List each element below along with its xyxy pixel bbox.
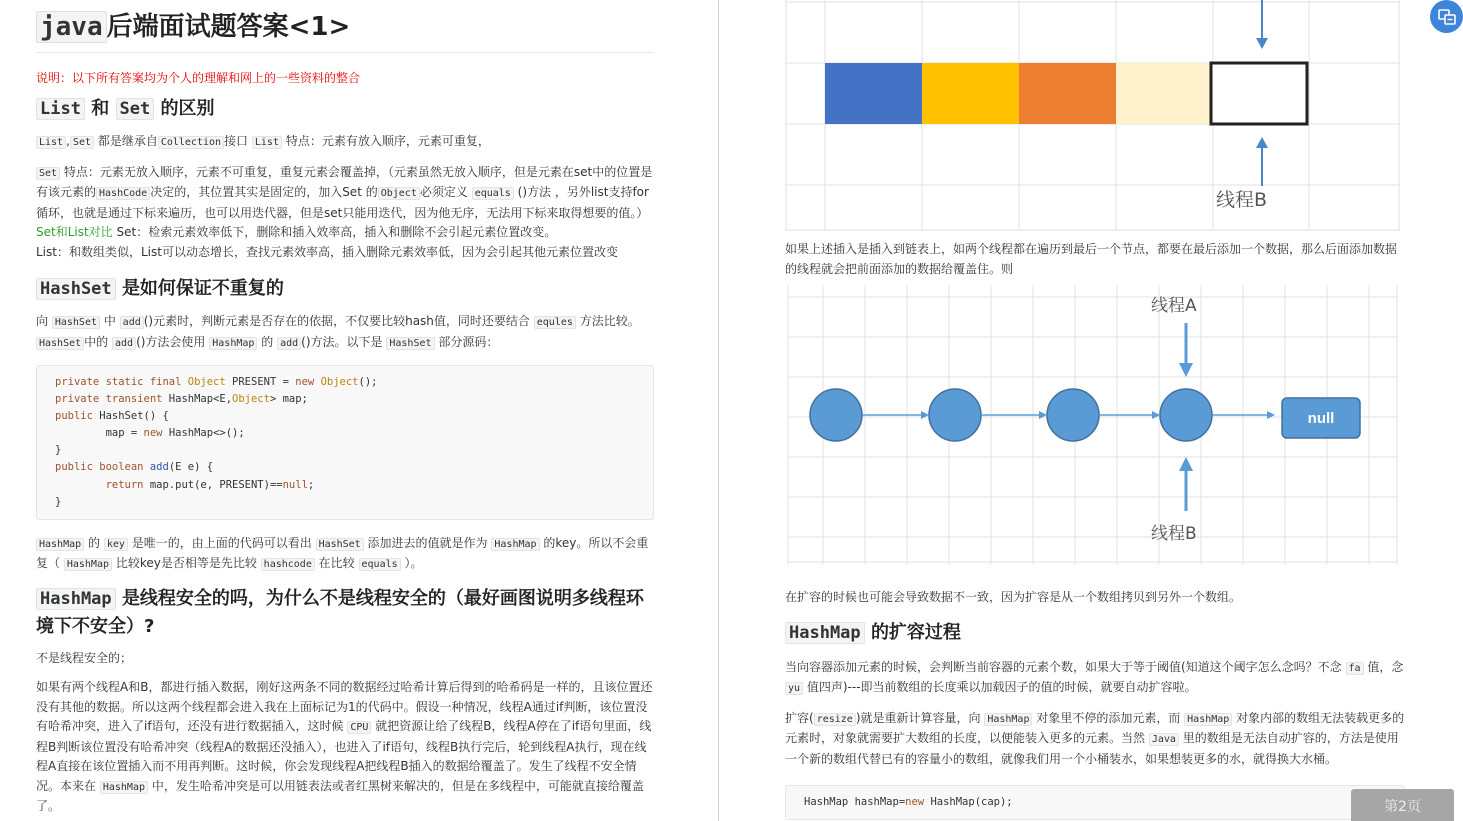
list-node-4 [1160,389,1212,441]
page-title [36,8,654,53]
array-cell-3 [1116,63,1213,124]
array-cell-0 [825,63,922,124]
paragraph: List , Set 都是继承自 Collection 接口 List 特点：元素有放入顺序，元素可重复， [36,132,654,153]
paragraph: Set 特点：元素无放入顺序，元素不可重复，重复元素会覆盖掉，（元素虽然无放入顺序，但是元素在set中的位置是有该元素的 HashCode 决定的，其位置其实是固定的，加入Set 的 Object 必须定义 equals ()方法 ，另外list支持for循环，也就是通过下标来遍历，也可以用迭代器，但是set只能用迭代，因为他无序，无法用下标来取得想要的值。） Set和List对比 Set：检索元素效率低下，删除和插入效率高，插入和删除不会引起元素位置改变。 [36,164,653,239]
array-diagram-svg [785,0,1405,232]
translate-button[interactable] [1430,0,1463,33]
hashset-code-block: private static final Object PRESENT = new Object(); private transient HashMap<E,Object> map; public HashSet() { map = new HashMap<>(); } public boolean add(E e) { return map.put(e, PRESENT)==null; } [36,365,654,520]
title-text: 后端面试题答案<1> [106,12,351,42]
page-divider [718,0,719,821]
paragraph: 当向容器添加元素的时候，会判断当前容器的元素个数，如果大于等于阈值(知道这个阈字怎么念吗？不念 fa 值，念 yu 值四声)---即当前数组的长度乘以加载因子的值的时候，就要自动扩容啦。 [785,659,1404,694]
heading-hashmap-thread-safety: HashMap 是线程安全的吗，为什么不是线程安全的（最好画图说明多线程环境下不安全）? [36,587,644,637]
heading-hashmap-resize: HashMap 的扩容过程 [785,620,1405,646]
array-cell-4 [1211,63,1307,124]
right-page [785,0,1405,821]
arrow-up-icon [1256,137,1268,186]
heading-hashset: HashSet 是如何保证不重复的 [36,276,654,302]
page-indicator: 第2页 [1351,789,1454,821]
list-node-2 [929,389,981,441]
arrow-down-icon [1179,323,1193,377]
linked-list-diagram [785,285,1405,565]
thread-b-label: 线程B [1151,524,1197,544]
heading-list-set: List 和 Set 的区别 [36,96,654,122]
paragraph: 向 HashSet 中 add ()元素时，判断元素是否存在的依据，不仅要比较hash值，同时还要结合 equles 方法比较。 HashSet 中的 add ()方法会使用 HashMap 的 add ()方法。以下是 HashSet 部分源码： [36,314,640,349]
arrow-down-icon [1256,0,1268,49]
thread-a-label: 线程A [1151,296,1197,316]
paragraph: List：和数组类似，List可以动态增长，查找元素效率高，插入删除元素效率低，因为会引起其他元素位置改变 [36,244,618,259]
thread-b-label: 线程B [1216,189,1268,211]
array-cell-1 [922,63,1019,124]
array-cell-2 [1019,63,1116,124]
paragraph: 如果有两个线程A和B，都进行插入数据，刚好这两条不同的数据经过哈希计算后得到的哈希码是一样的，且该位置还没有其他的数据。所以这两个线程都会进入我在上面标记为1的代码中。假设一种情况，线程A通过if判断，该位置没有哈希冲突，进入了if语句，还没有进行数据插入，这时候 CPU 就把资源让给了线程B，线程A停在了if语句里面，线程B判断该位置没有哈希冲突（线程A的数据还没插入），也进入了if语句，线程B执行完后，轮到线程A执行，现在线程A直接在该位置插入而不用再判断。这时候，你会发现线程A把线程B插入的数据给覆盖了。发生了线程不安全情况。本来在 HashMap 中，发生哈希冲突是可以用链表法或者红黑树来解决的，但是在多线程中，可能就直接给覆盖了。 [36,680,653,814]
linked-list-diagram-svg [785,285,1405,565]
resize-code-block: HashMap hashMap=new HashMap(cap); [785,785,1405,820]
notice-text: 说明：以下所有答案均为个人的理解和网上的一些资料的整合 [36,71,361,85]
title-code: java [36,11,107,43]
list-node-3 [1047,389,1099,441]
null-label: null [1307,410,1335,427]
left-page [0,0,690,821]
paragraph: 在扩容的时候也可能会导致数据不一致，因为扩容是从一个数组拷贝到另外一个数组。 [785,590,1242,604]
array-diagram [785,0,1405,232]
paragraph: 扩容( resize )就是重新计算容量，向 HashMap 对象里不停的添加元素，而 HashMap 对象内部的数组无法装载更多的元素时，对象就需要扩大数组的长度，以便能装入更多的元素。当然 Java 里的数组是无法自动扩容的，方法是使用一个新的数组代替已有的容量小的数组，就像我们用一个小桶装水，如果想装更多的水，就得换大水桶。 [785,710,1405,766]
paragraph: 如果上述插入是插入到链表上，如两个线程都在遍历到最后一个节点，都要在最后添加一个数据，那么后面添加数据的线程就会把前面添加的数据给覆盖住。则 [785,242,1398,276]
arrow-up-icon [1179,457,1193,511]
list-node-1 [810,389,862,441]
paragraph: HashMap 的 key 是唯一的，由上面的代码可以看出 HashSet 添加进去的值就是作为 HashMap 的key。所以不会重复（ HashMap 比较key是否相等是先比较 hashcode 在比较 equals ）。 [36,535,649,571]
translate-icon [1438,8,1456,26]
paragraph: 不是线程安全的； [36,650,133,665]
